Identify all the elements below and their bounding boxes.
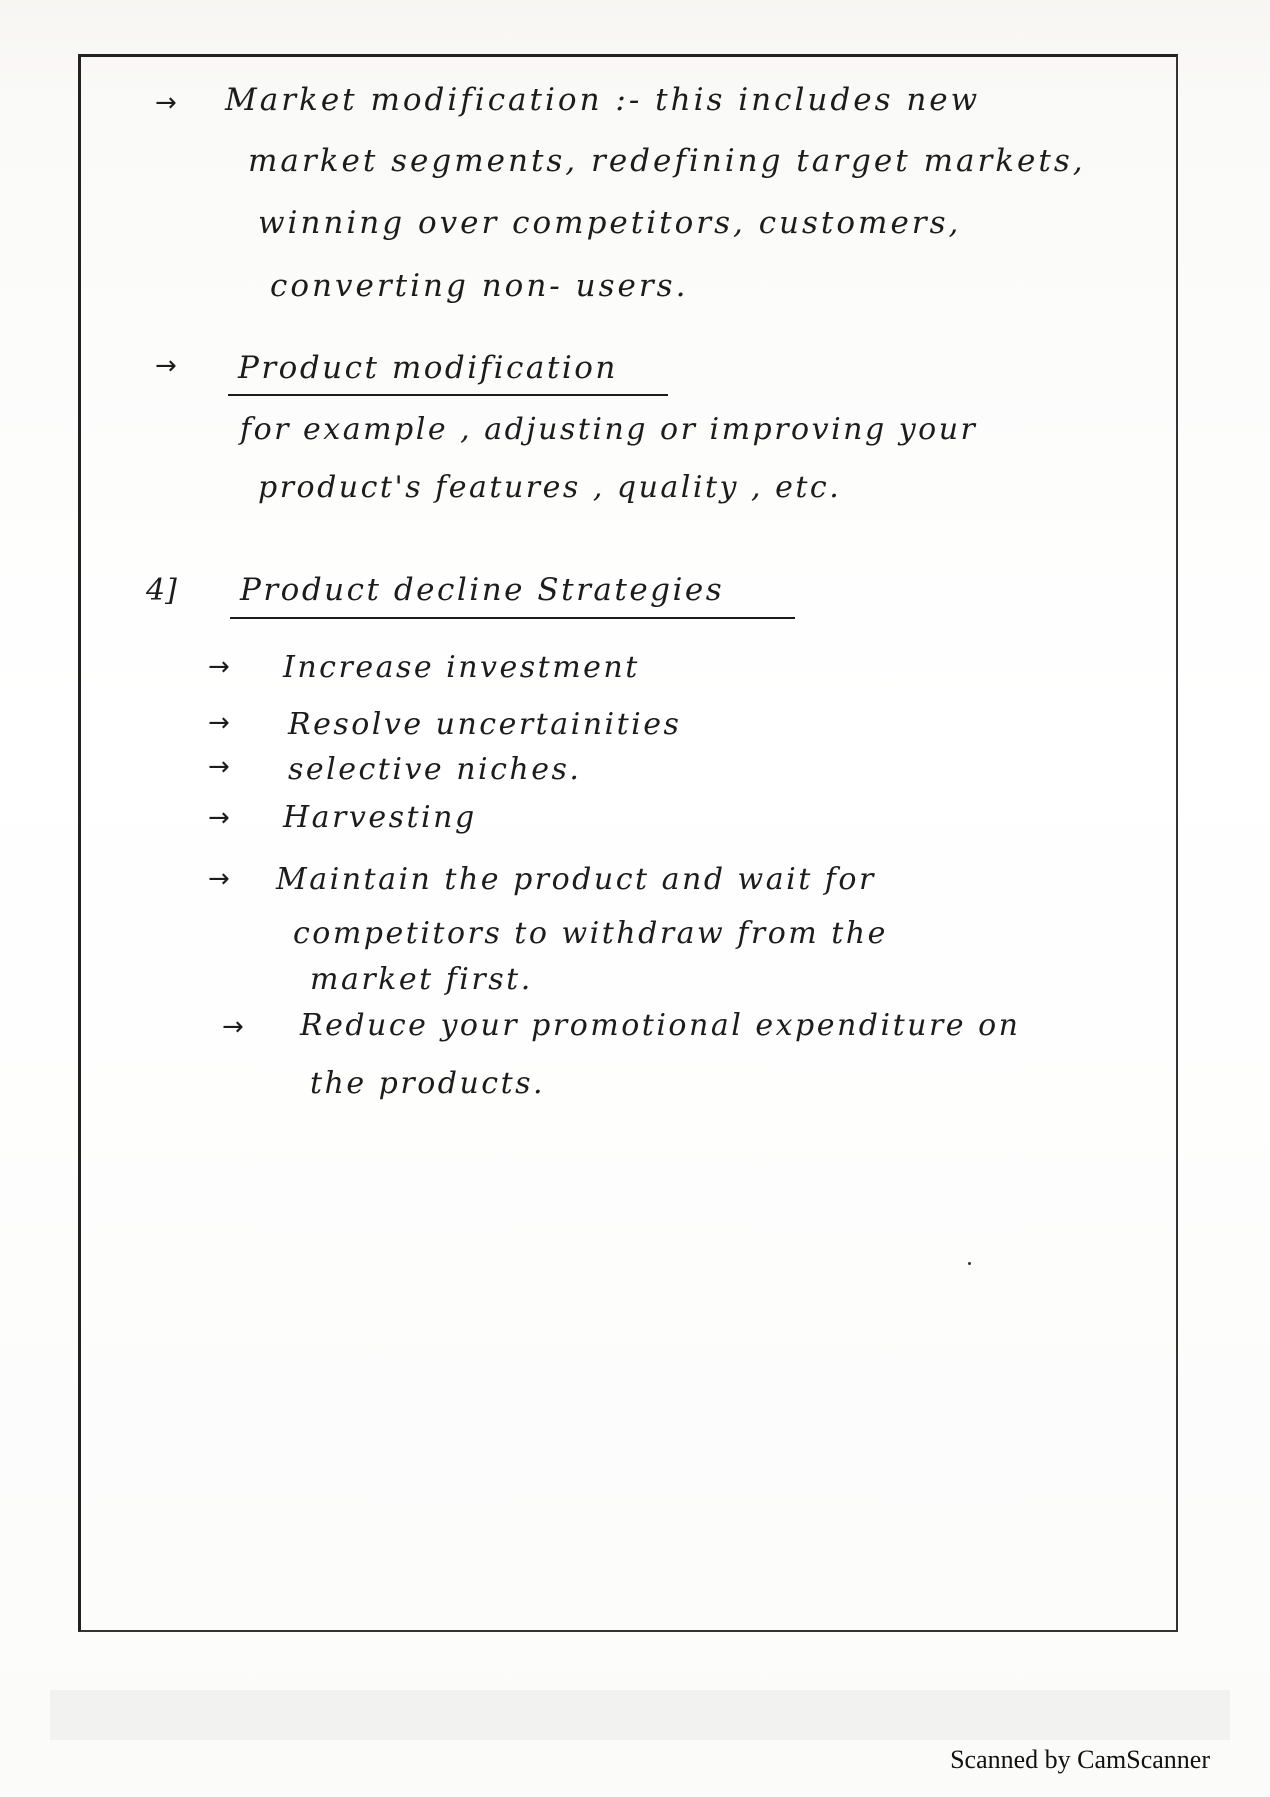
product-modification-line-2: product's features , quality , etc. bbox=[258, 470, 842, 505]
product-decline-strategies-heading: Product decline Strategies bbox=[240, 572, 725, 608]
scan-edge-shadow bbox=[50, 1690, 1230, 1740]
arrow-bullet-increase-investment: → bbox=[208, 652, 230, 682]
bullet-maintain-product-line-1: Maintain the product and wait for bbox=[276, 862, 876, 897]
arrow-bullet-selective-niches: → bbox=[208, 752, 230, 782]
bullet-selective-niches: selective niches. bbox=[288, 752, 582, 787]
product-modification-underline bbox=[228, 394, 668, 396]
section-number-4: 4] bbox=[146, 573, 177, 608]
bullet-harvesting: Harvesting bbox=[283, 800, 477, 835]
market-modification-line-3: winning over competitors, customers, bbox=[258, 205, 962, 241]
market-modification-line-4: converting non- users. bbox=[270, 268, 689, 304]
arrow-bullet-maintain-product: → bbox=[208, 864, 230, 894]
arrow-bullet-resolve-uncertainities: → bbox=[208, 708, 230, 738]
bullet-maintain-product-line-3: market first. bbox=[310, 962, 533, 997]
bullet-resolve-uncertainities: Resolve uncertainities bbox=[288, 707, 682, 742]
market-modification-line-1: Market modification :- this includes new bbox=[225, 82, 981, 118]
decline-heading-underline bbox=[230, 617, 795, 619]
product-modification-line-1: for example , adjusting or improving your bbox=[240, 412, 978, 447]
arrow-bullet-harvesting: → bbox=[208, 803, 230, 833]
arrow-bullet-product-modification: → bbox=[155, 351, 177, 381]
bullet-reduce-promotional-line-2: the products. bbox=[310, 1066, 546, 1101]
scanner-watermark: Scanned by CamScanner bbox=[950, 1745, 1210, 1774]
bullet-maintain-product-line-2: competitors to withdraw from the bbox=[293, 916, 888, 951]
arrow-bullet-market-modification: → bbox=[155, 88, 177, 118]
market-modification-line-2: market segments, redefining target markets, bbox=[248, 143, 1086, 179]
bullet-reduce-promotional-line-1: Reduce your promotional expenditure on bbox=[300, 1008, 1021, 1043]
arrow-bullet-reduce-promotional: → bbox=[222, 1012, 244, 1042]
product-modification-heading: Product modification bbox=[238, 350, 618, 386]
stray-mark bbox=[968, 1262, 971, 1265]
bullet-increase-investment: Increase investment bbox=[283, 650, 640, 685]
